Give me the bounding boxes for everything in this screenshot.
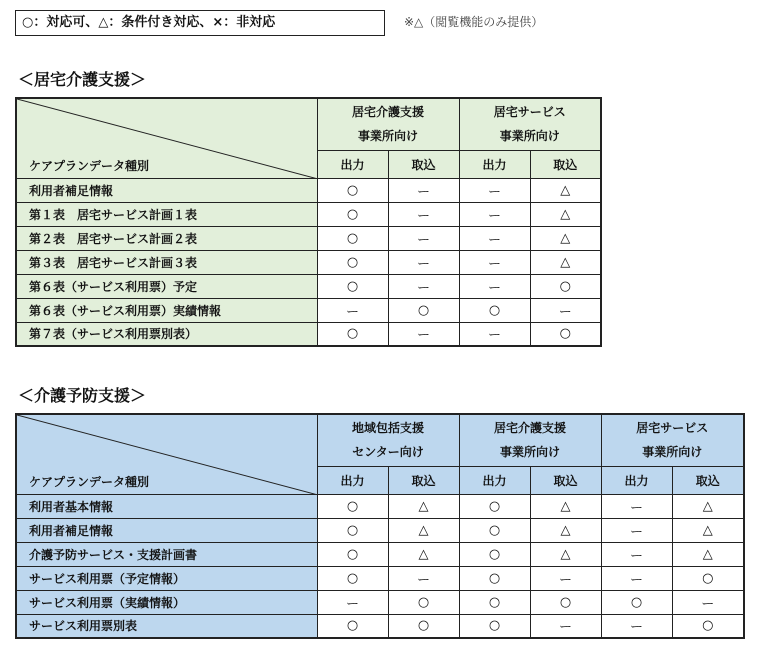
support-mark: △: [672, 494, 744, 518]
row-label: 利用者補足情報: [16, 178, 317, 202]
support-mark: ○: [530, 322, 601, 346]
legend-note: ※△（閲覧機能のみ提供）: [404, 15, 544, 29]
prevention-group-line2: センター向け: [352, 445, 424, 460]
support-mark: △: [530, 226, 601, 250]
row-label: 第３表 居宅サービス計画３表: [16, 250, 317, 274]
support-mark: ー: [388, 250, 459, 274]
care-group-line2: 事業所向け: [499, 129, 560, 144]
table-row: [16, 226, 601, 250]
support-mark: ー: [388, 178, 459, 202]
support-mark: ー: [317, 298, 388, 322]
prevention-corner-cell: [16, 414, 317, 494]
prevention-subheader: 出力: [459, 466, 530, 494]
row-label: 第１表 居宅サービス計画１表: [16, 202, 317, 226]
legend-text: ○：対応可、△：条件付き対応、×：非対応: [22, 15, 276, 30]
care-subheader: 出力: [317, 150, 388, 178]
support-mark: ー: [459, 322, 530, 346]
support-mark: △: [530, 518, 601, 542]
support-mark: ー: [459, 202, 530, 226]
prevention-subheader: 取込: [530, 466, 601, 494]
support-mark: ○: [672, 614, 744, 638]
support-mark: ー: [601, 542, 672, 566]
table-row: [16, 518, 744, 542]
care-support-table: [15, 97, 602, 347]
support-mark: ー: [530, 566, 601, 590]
row-label: 第７表（サービス利用票別表）: [16, 322, 317, 346]
support-mark: ○: [459, 590, 530, 614]
support-mark: △: [530, 178, 601, 202]
support-mark: △: [530, 494, 601, 518]
care-group-line1: 居宅サービス: [493, 105, 566, 120]
support-mark: ー: [388, 322, 459, 346]
prevention-group-line1: 居宅サービス: [636, 421, 709, 436]
prevention-group-header: [601, 414, 744, 466]
support-mark: ー: [601, 566, 672, 590]
support-mark: ○: [459, 298, 530, 322]
prevention-group-line1: 地域包括支援: [352, 421, 425, 436]
care-group-header: [459, 98, 601, 150]
support-mark: ○: [317, 274, 388, 298]
support-mark: ー: [459, 226, 530, 250]
row-label: 第２表 居宅サービス計画２表: [16, 226, 317, 250]
support-mark: ○: [317, 518, 388, 542]
support-mark: ー: [601, 494, 672, 518]
care-corner-cell: [16, 98, 317, 178]
support-mark: ー: [388, 566, 459, 590]
support-mark: ○: [672, 566, 744, 590]
prevention-subheader: 出力: [601, 466, 672, 494]
row-label: サービス利用票別表: [16, 614, 317, 638]
row-label: 利用者基本情報: [16, 494, 317, 518]
support-mark: ○: [459, 542, 530, 566]
support-mark: ー: [388, 274, 459, 298]
support-mark: ー: [459, 178, 530, 202]
support-mark: ○: [388, 614, 459, 638]
support-mark: ○: [459, 494, 530, 518]
support-mark: ○: [388, 298, 459, 322]
prevention-group-line1: 居宅介護支援: [494, 421, 567, 436]
support-mark: ○: [317, 250, 388, 274]
table-row: [16, 614, 744, 638]
prevention-section-title: ＜介護予防支援＞: [18, 386, 147, 405]
support-mark: △: [530, 202, 601, 226]
support-mark: ○: [530, 274, 601, 298]
support-mark: ○: [601, 590, 672, 614]
support-mark: △: [530, 542, 601, 566]
care-subheader: 取込: [388, 150, 459, 178]
support-mark: ○: [388, 590, 459, 614]
care-section-title: ＜居宅介護支援＞: [18, 70, 147, 89]
prevention-subheader: 出力: [317, 466, 388, 494]
support-mark: ー: [601, 614, 672, 638]
support-mark: ー: [530, 298, 601, 322]
support-mark: ○: [459, 614, 530, 638]
table-row: [16, 250, 601, 274]
prevention-group-line2: 事業所向け: [642, 445, 703, 460]
care-group-line1: 居宅介護支援: [352, 105, 425, 120]
support-mark: △: [530, 250, 601, 274]
support-mark: ○: [459, 566, 530, 590]
row-label: 第６表（サービス利用票）実績情報: [16, 298, 317, 322]
table-row: [16, 178, 601, 202]
table-row: [16, 542, 744, 566]
care-group-header: [317, 98, 459, 150]
support-mark: ○: [317, 202, 388, 226]
prevention-subheader: 取込: [388, 466, 459, 494]
support-mark: ー: [388, 226, 459, 250]
prevention-subheader: 取込: [672, 466, 744, 494]
legend-box: [15, 10, 385, 36]
support-mark: ー: [388, 202, 459, 226]
support-mark: ー: [530, 614, 601, 638]
support-mark: ー: [601, 518, 672, 542]
row-label: 利用者補足情報: [16, 518, 317, 542]
support-mark: ー: [459, 274, 530, 298]
care-group-line2: 事業所向け: [358, 129, 419, 144]
row-label: サービス利用票（予定情報）: [16, 566, 317, 590]
care-corner-label: ケアプランデータ種別: [29, 158, 150, 173]
support-mark: ー: [672, 590, 744, 614]
support-mark: △: [388, 518, 459, 542]
row-label: サービス利用票（実績情報）: [16, 590, 317, 614]
support-mark: ー: [317, 590, 388, 614]
support-mark: ○: [530, 590, 601, 614]
table-row: [16, 590, 744, 614]
table-row: [16, 494, 744, 518]
prevention-group-line2: 事業所向け: [500, 445, 561, 460]
prevention-group-header: [459, 414, 601, 466]
support-mark: ○: [459, 518, 530, 542]
support-mark: △: [672, 518, 744, 542]
table-row: [16, 274, 601, 298]
support-mark: ○: [317, 226, 388, 250]
support-mark: △: [672, 542, 744, 566]
care-subheader: 出力: [459, 150, 530, 178]
table-row: [16, 322, 601, 346]
table-row: [16, 202, 601, 226]
table-row: [16, 298, 601, 322]
support-mark: △: [388, 494, 459, 518]
support-mark: ○: [317, 322, 388, 346]
prevention-group-header: [317, 414, 459, 466]
table-row: [16, 566, 744, 590]
support-mark: △: [388, 542, 459, 566]
care-subheader: 取込: [530, 150, 601, 178]
row-label: 第６表（サービス利用票）予定: [16, 274, 317, 298]
prevention-support-table: [15, 413, 745, 639]
support-mark: ○: [317, 494, 388, 518]
prevention-corner-label: ケアプランデータ種別: [29, 474, 150, 489]
support-mark: ー: [459, 250, 530, 274]
support-mark: ○: [317, 542, 388, 566]
support-mark: ○: [317, 614, 388, 638]
support-mark: ○: [317, 566, 388, 590]
support-mark: ○: [317, 178, 388, 202]
row-label: 介護予防サービス・支援計画書: [16, 542, 317, 566]
